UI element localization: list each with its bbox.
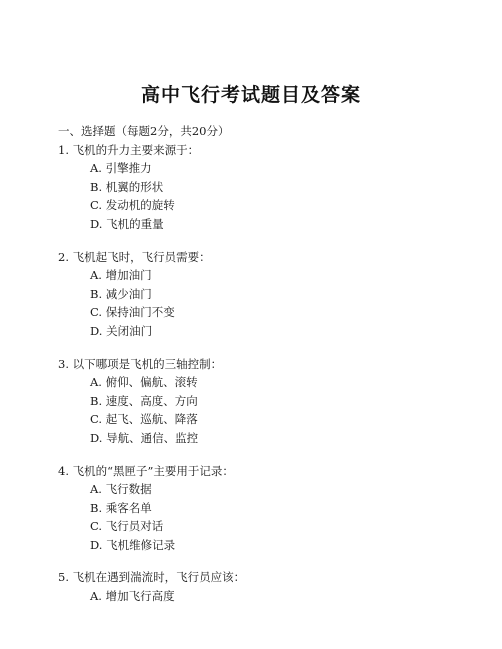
- option-c: C. 起飞、巡航、降落: [90, 412, 198, 427]
- option-b: B. 减少油门: [90, 286, 152, 301]
- document-title: 高中飞行考试题目及答案: [140, 84, 361, 106]
- question-text: 5. 飞机在遇到湍流时，飞行员应该：: [58, 570, 246, 585]
- question-2: [58, 248, 478, 341]
- question-4: [58, 462, 478, 555]
- option-d: D. 飞机维修记录: [90, 537, 176, 552]
- option-b: B. 速度、高度、方向: [90, 393, 198, 408]
- question-text: 2. 飞机起飞时，飞行员需要：: [58, 249, 211, 264]
- question-text: 4. 飞机的“黑匣子”主要用于记录：: [58, 463, 234, 478]
- question-5: [58, 568, 478, 605]
- question-text: 3. 以下哪项是飞机的三轴控制：: [58, 356, 223, 371]
- option-d: D. 导航、通信、监控: [90, 430, 199, 445]
- option-d: D. 关闭油门: [90, 323, 153, 338]
- option-a: A. 引擎推力: [90, 161, 152, 176]
- option-b: B. 机翼的形状: [90, 179, 164, 194]
- question-3: [58, 355, 478, 448]
- option-c: C. 飞行员对话: [90, 519, 164, 534]
- option-a: A. 增加油门: [90, 268, 152, 283]
- option-b: B. 乘客名单: [90, 500, 152, 515]
- option-c: C. 发动机的旋转: [90, 198, 175, 213]
- question-text: 1. 飞机的升力主要来源于：: [58, 142, 200, 157]
- question-1: [58, 141, 478, 234]
- option-a: A. 增加飞行高度: [90, 589, 175, 604]
- section-heading: 一、选择题（每题2分，共20分）: [58, 124, 230, 138]
- option-a: A. 俯仰、偏航、滚转: [90, 375, 198, 390]
- option-d: D. 飞机的重量: [90, 216, 164, 231]
- option-a: A. 飞行数据: [90, 482, 152, 497]
- option-c: C. 保持油门不变: [90, 305, 175, 320]
- document-body: [58, 122, 478, 620]
